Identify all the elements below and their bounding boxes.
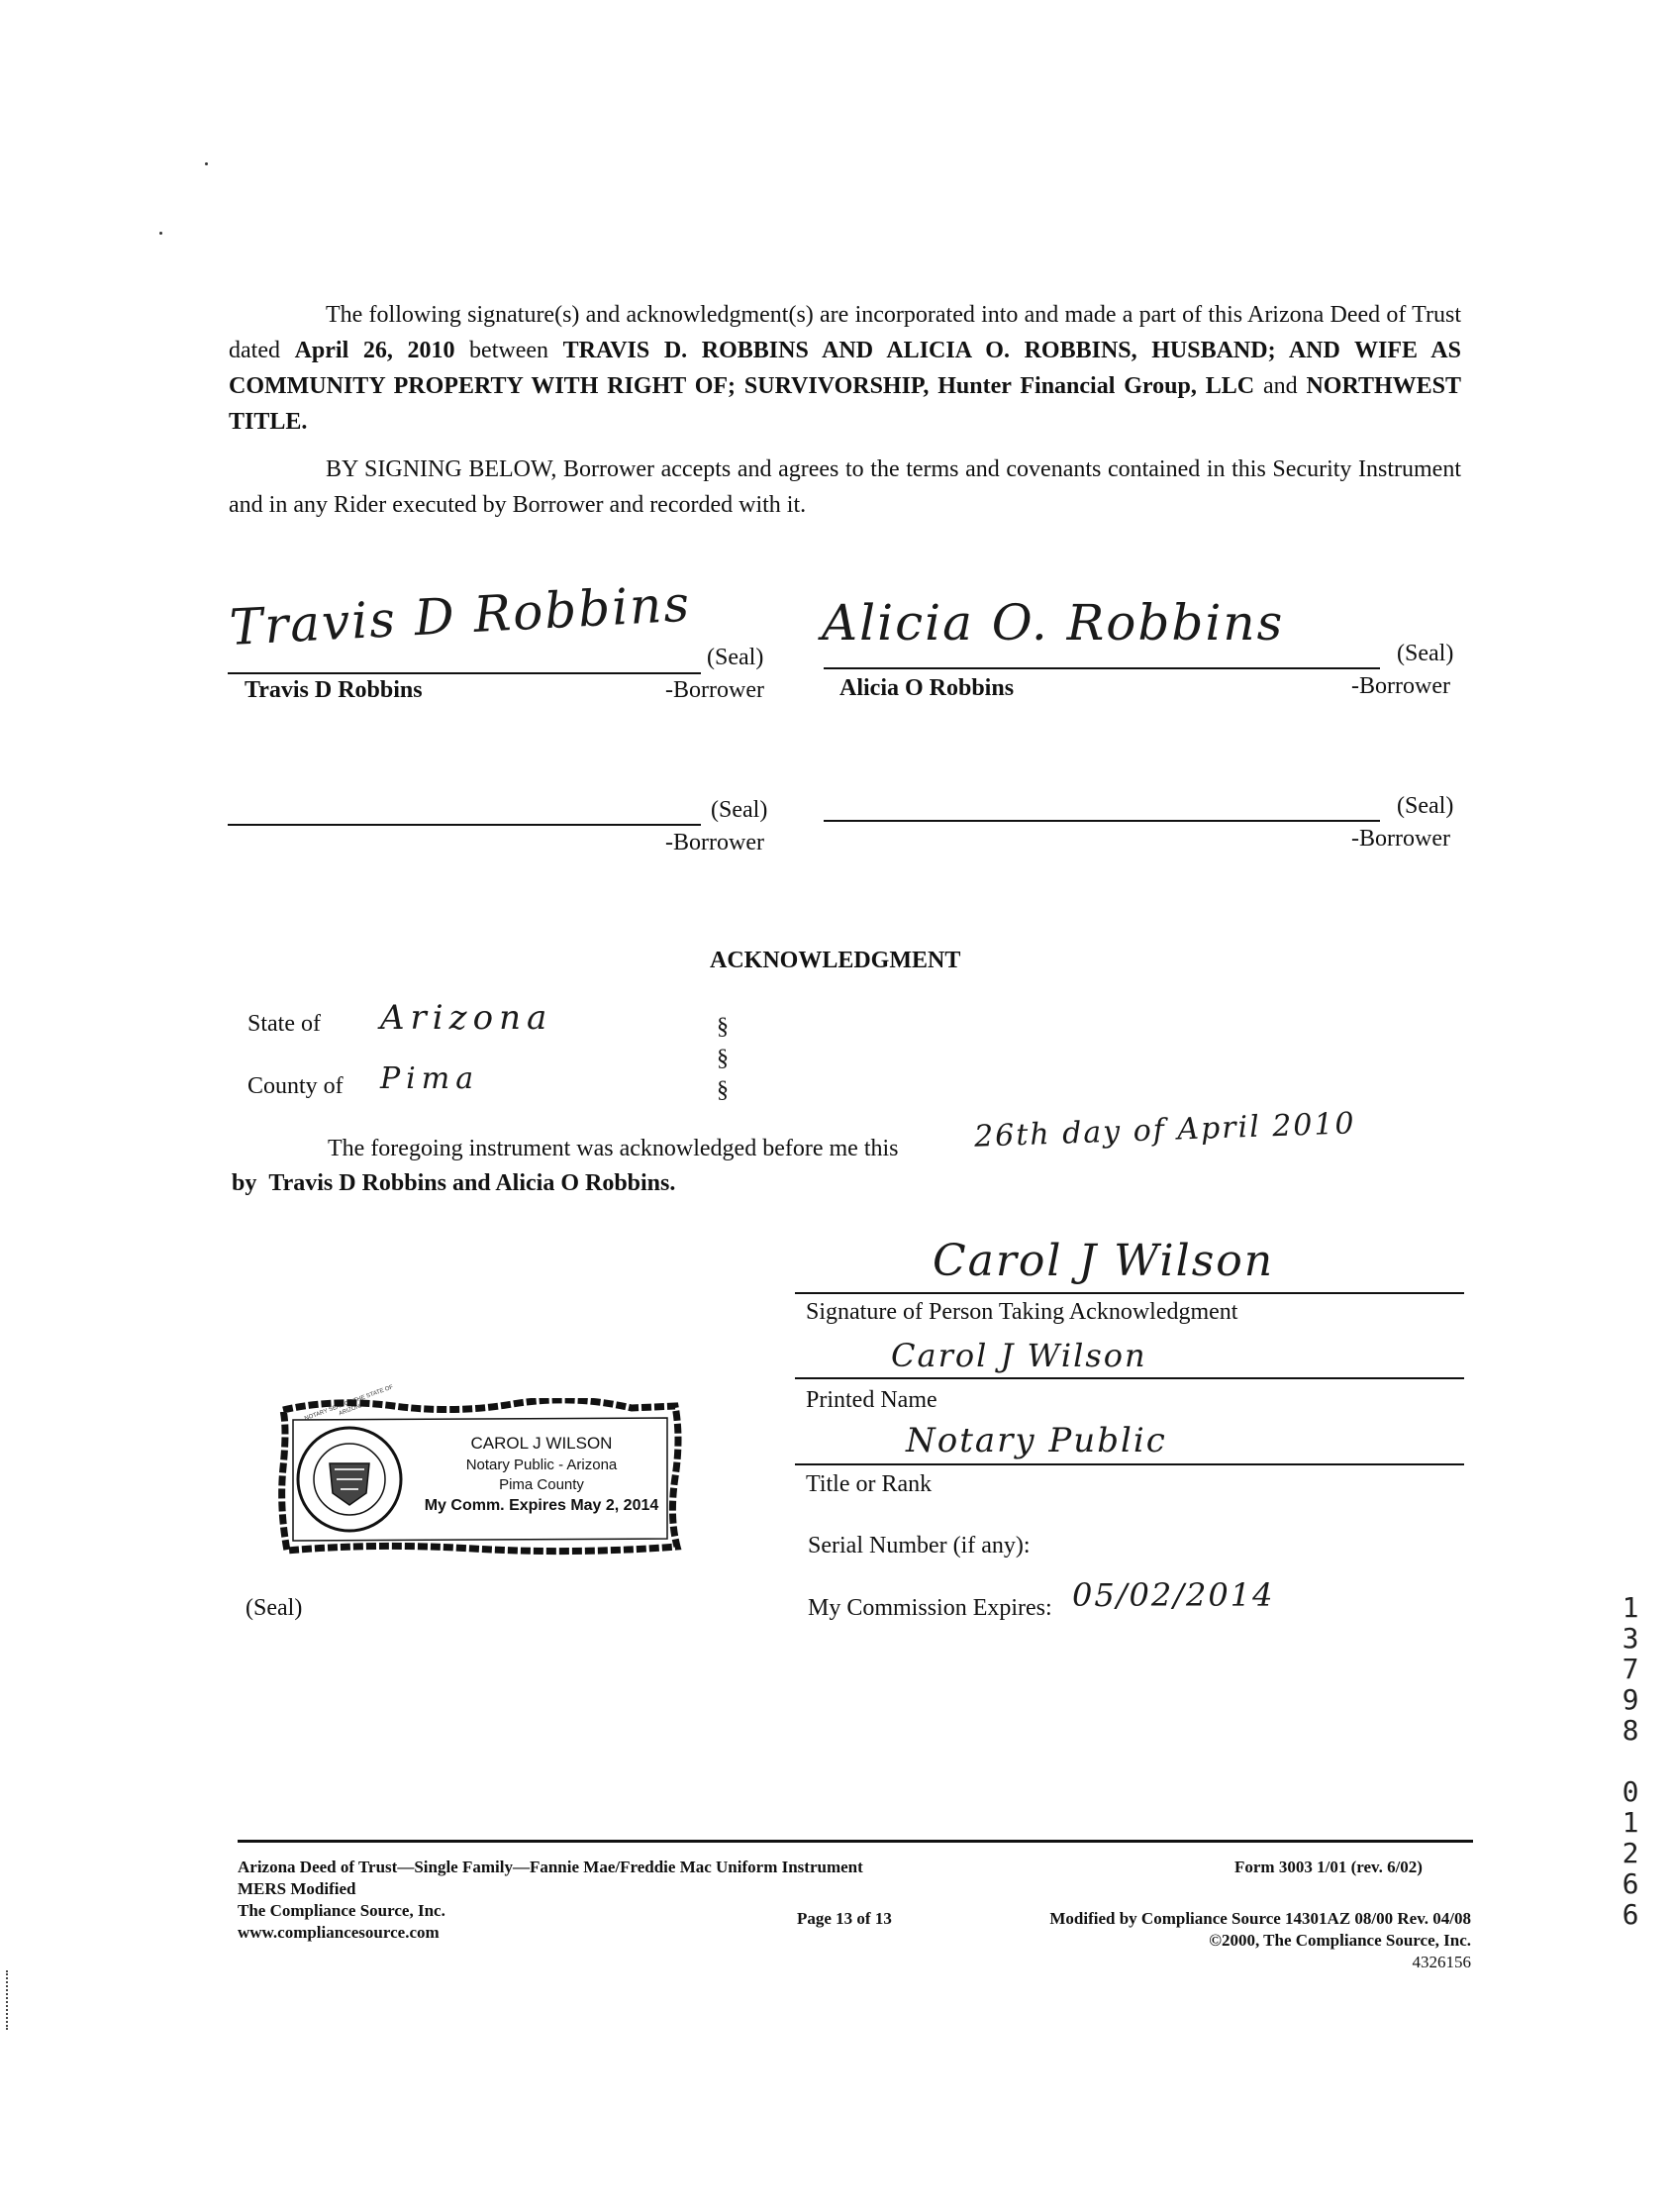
- footer-copyright: ©2000, The Compliance Source, Inc.: [1209, 1931, 1471, 1950]
- stamp-seal-ring-text: NOTARY SEAL OF THE STATE OF ARIZONA: [304, 1384, 395, 1423]
- recording-digit: 6: [1622, 1867, 1639, 1900]
- scan-speck: [159, 232, 162, 235]
- recording-number-vertical: [1616, 1592, 1645, 1930]
- notary-title-handwritten: Notary Public: [906, 1421, 1167, 1460]
- foregoing-text: The foregoing instrument was acknowledged before me this: [328, 1136, 899, 1161]
- recording-digit: 1: [1622, 1806, 1639, 1839]
- commission-expires-label: My Commission Expires:: [808, 1595, 1052, 1621]
- county-handwritten: Pima: [380, 1061, 480, 1096]
- footer-website: www.compliancesource.com: [238, 1923, 440, 1942]
- by-prefix: by: [232, 1170, 257, 1196]
- stamp-line2: Notary Public - Arizona: [465, 1457, 618, 1473]
- borrower1-label: -Borrower: [665, 677, 764, 703]
- borrower4-label: -Borrower: [1351, 826, 1450, 852]
- borrower3-seal: (Seal): [711, 797, 768, 823]
- footer-company: The Compliance Source, Inc.: [238, 1901, 445, 1920]
- recording-digit-gap: [1616, 1746, 1645, 1776]
- acknowledged-by: [232, 1166, 675, 1200]
- acknowledgment-date-handwritten: 26th day of April 2010: [973, 1106, 1357, 1155]
- borrower4-seal: (Seal): [1397, 793, 1454, 819]
- borrower3-label: -Borrower: [665, 830, 764, 855]
- title-rank-line: [795, 1463, 1464, 1465]
- borrower1-name-text: Travis D Robbins: [245, 677, 423, 703]
- lender: Hunter Financial Group, LLC: [937, 373, 1255, 399]
- footer-form-number: Form 3003 1/01 (rev. 6/02): [1234, 1858, 1423, 1876]
- parties: TRAVIS D. ROBBINS AND ALICIA O. ROBBINS, HUSBAND; AND WIFE AS COMMUNITY PROPERTY WITH RIGHT OF; SURVIVORSHIP,: [229, 338, 1461, 399]
- stamp-name: CAROL J WILSON: [470, 1434, 613, 1453]
- footer-left: [238, 1857, 863, 1944]
- acknowledgment-heading: [710, 944, 960, 977]
- footer-mers: MERS Modified: [238, 1879, 356, 1898]
- footer-page-number: Page 13 of 13: [797, 1909, 892, 1928]
- borrower3-signature-line: [228, 824, 701, 826]
- section-mark-1: §: [717, 1014, 729, 1040]
- borrower2-name: [839, 671, 1014, 705]
- state-handwritten: Arizona: [380, 998, 553, 1038]
- county-label: County of: [247, 1073, 344, 1099]
- commission-expires-handwritten: 05/02/2014: [1072, 1576, 1275, 1614]
- borrower1-seal: (Seal): [707, 645, 764, 670]
- deed-date: April 26, 2010: [294, 338, 455, 363]
- footer-title: Arizona Deed of Trust—Single Family—Fannie Mae/Freddie Mac Uniform Instrument: [238, 1858, 863, 1876]
- notary-signature-line: [795, 1292, 1464, 1294]
- printed-name-line: [795, 1377, 1464, 1379]
- intro-and: and: [1254, 373, 1307, 399]
- notary-signature-label: Signature of Person Taking Acknowledgment: [806, 1299, 1238, 1325]
- footer-right: [940, 1908, 1471, 1973]
- footer-rule: [238, 1840, 1473, 1843]
- section-mark-3: §: [717, 1077, 729, 1103]
- recording-digit: 9: [1622, 1683, 1639, 1716]
- title-rank-label: Title or Rank: [806, 1471, 933, 1497]
- notary-stamp: [275, 1384, 685, 1557]
- stamp-line3: Pima County: [499, 1476, 584, 1493]
- intro-between: between: [454, 338, 563, 363]
- state-label: State of: [247, 1011, 321, 1037]
- stamp-text: [404, 1432, 679, 1517]
- notary-handwritten-signature: Carol J Wilson: [933, 1236, 1275, 1286]
- footer-docnum: 4326156: [1412, 1953, 1471, 1971]
- recording-digit: 6: [1622, 1898, 1639, 1931]
- acknowledgment-heading-text: ACKNOWLEDGMENT: [710, 948, 961, 973]
- footer-modified: Modified by Compliance Source 14301AZ 08/00 Rev. 04/08: [1049, 1909, 1471, 1928]
- borrower2-name-text: Alicia O Robbins: [839, 675, 1015, 701]
- borrower1-name: [245, 673, 423, 707]
- borrower2-label: -Borrower: [1351, 673, 1450, 699]
- section-mark-2: §: [717, 1046, 729, 1071]
- scan-edge-mark: [6, 1970, 10, 2030]
- borrower1-handwritten-signature: Travis D Robbins: [228, 574, 693, 656]
- printed-name-label: Printed Name: [806, 1387, 937, 1413]
- borrower4-signature-line: [824, 820, 1380, 822]
- stamp-line4: My Comm. Expires May 2, 2014: [424, 1497, 659, 1514]
- acknowledged-names: Travis D Robbins and Alicia O Robbins.: [268, 1170, 676, 1196]
- recording-digit: 8: [1622, 1714, 1639, 1747]
- intro-paragraph: [229, 297, 1461, 440]
- serial-number-label: Serial Number (if any):: [808, 1533, 1031, 1558]
- by-signing-paragraph: [229, 452, 1461, 523]
- trustee: NORTHWEST TITLE.: [229, 373, 1461, 435]
- notary-seal-label: (Seal): [246, 1595, 303, 1621]
- recording-digit: 1: [1622, 1591, 1639, 1624]
- recording-digit: 2: [1622, 1837, 1639, 1869]
- borrower2-signature-line: [824, 667, 1380, 669]
- recording-digit: 3: [1622, 1622, 1639, 1655]
- borrower2-handwritten-signature: Alicia O. Robbins: [822, 594, 1285, 652]
- borrower2-seal: (Seal): [1397, 641, 1454, 666]
- notary-printed-handwritten: Carol J Wilson: [891, 1337, 1147, 1374]
- by-signing-text: BY SIGNING BELOW, Borrower accepts and agrees to the terms and covenants contained in this Security Instrument and in any Rider executed by Borrower and recorded with it.: [229, 456, 1461, 518]
- recording-digit: 0: [1622, 1775, 1639, 1808]
- recording-digit: 7: [1622, 1653, 1639, 1685]
- scan-speck: [205, 162, 208, 165]
- intro-pre: The following signature(s) and acknowledgment(s) are incorporated into and made a part of this Arizona Deed of Trust dated: [229, 302, 1461, 363]
